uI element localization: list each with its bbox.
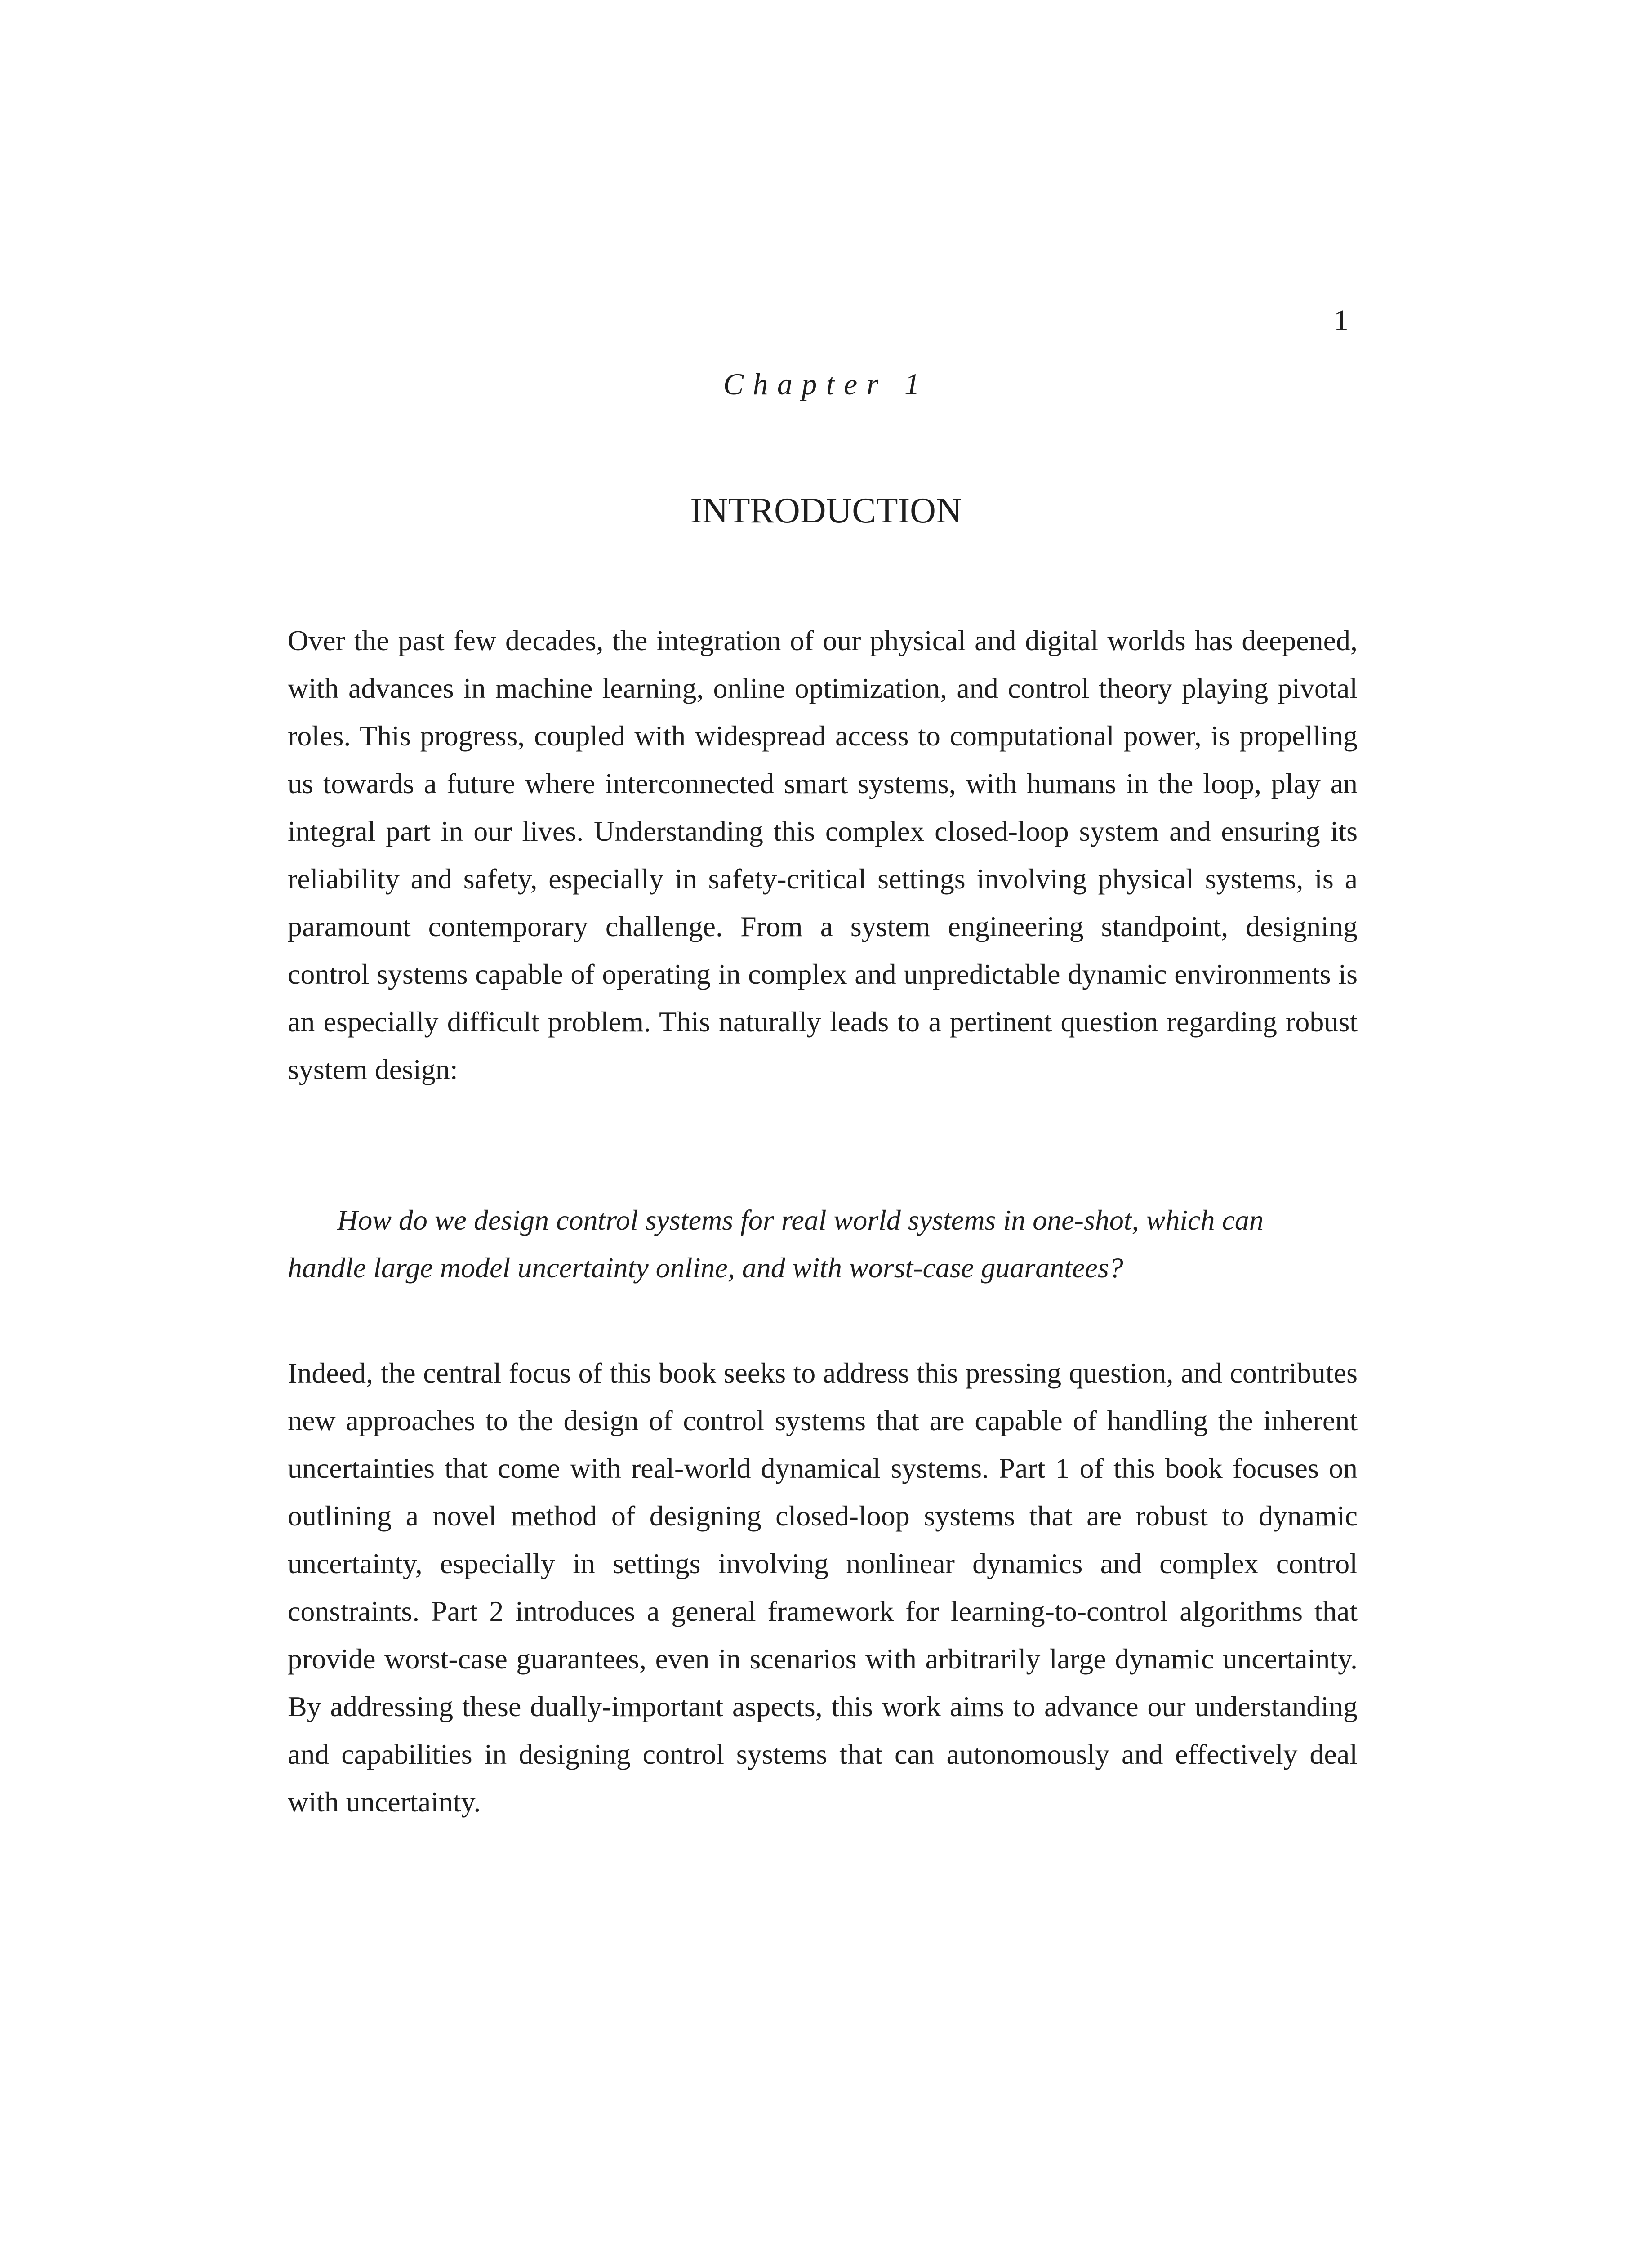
intro-paragraph: Over the past few decades, the integration of our physical and digital worlds has deepened, with advances in machine learning, online optimization, and control theory playing pivotal roles. This progress, coupled with widespread access to computational power, is propelling us towards a future where interconnected smart systems, with humans in the loop, play an integral part in our lives. Understanding this complex closed-loop system and ensuring its reliability and safety, especially in safety-critical settings involving physical systems, is a paramount contemporary challenge. From a system engineering standpoint, designing control systems capable of operating in complex and unpredictable dynamic environments is an especially difficult problem. This naturally leads to a pertinent question regarding robust system design: [288, 624, 1358, 1085]
chapter-title: INTRODUCTION [690, 491, 962, 531]
book-overview-paragraph: Indeed, the central focus of this book seeks to address this pressing question, and contributes new approaches to the design of control systems that are capable of handling the inherent uncertainties that come with real-world dynamical systems. Part 1 of this book focuses on outlining a novel method of designing closed-loop systems that are robust to dynamic uncertainty, especially in settings involving nonlinear dynamics and complex control constraints. Part 2 introduces a general framework for learning-to-control algorithms that provide worst-case guarantees, even in scenarios with arbitrarily large dynamic uncertainty. By addressing these dually-important aspects, this work aims to advance our understanding and capabilities in designing control systems that can autonomously and effectively deal with uncertainty. [288, 1357, 1358, 1818]
page-number: 1 [1334, 304, 1349, 337]
research-question-quote: How do we design control systems for real world systems in one-shot, which can handle large model uncertainty online, and with worst-case guarantees? [288, 1204, 1264, 1284]
chapter-label: Chapter 1 [723, 367, 929, 401]
